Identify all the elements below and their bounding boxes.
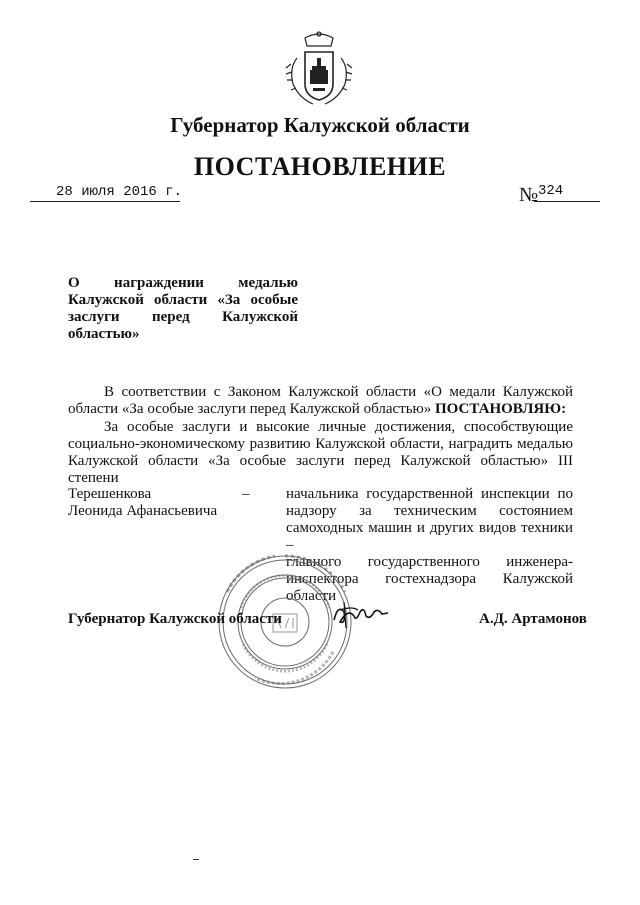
coat-of-arms-emblem: [283, 28, 355, 112]
award-paragraph: За особые заслуги и высокие личные достижения, способствующие социально-экономическому развитию Калужской области, наградить медалью Калужской области «За особые заслуги перед Калужской областью» III степени: [68, 419, 573, 486]
position-line: инспектора гостехнадзора Калужской области: [286, 571, 573, 604]
preamble-text: В соответствии с Законом Калужской области «О медали Калужской области «За особые заслуги перед Калужской областью»: [68, 384, 573, 417]
document-date: 28 июля 2016 г.: [56, 184, 183, 200]
signatory-name: А.Д. Артамонов: [479, 611, 587, 627]
number-label: №: [519, 184, 539, 206]
handwritten-signature: [330, 598, 390, 632]
awardee-surname: Терешенкова: [68, 486, 152, 502]
position-line: самоходных машин и других видов техники –: [286, 520, 573, 553]
subject-line: областью»: [68, 326, 140, 342]
awardee-name: [68, 486, 217, 520]
document-type: ПОСТАНОВЛЕНИЕ: [193, 152, 447, 181]
awardee-dash: –: [242, 486, 250, 502]
position-line: начальника государственной инспекции по: [286, 486, 573, 502]
awardee-given-name: Леонида Афанасьевича: [68, 503, 218, 519]
subject-line: О награждении медалью: [68, 275, 298, 291]
preamble-paragraph: [68, 384, 573, 418]
signatory-title: Губернатор Калужской области: [68, 611, 282, 627]
number-underline: [534, 201, 600, 202]
subject-line: Калужской области «За особые: [68, 292, 298, 308]
subject-line: заслуги перед Калужской: [68, 309, 298, 325]
issuing-authority: Губернатор Калужской области: [170, 113, 470, 137]
date-underline: [30, 201, 180, 202]
position-line: надзору за техническим состоянием: [286, 503, 573, 519]
document-subject: [68, 275, 298, 343]
decree-keyword: ПОСТАНОВЛЯЮ:: [435, 401, 567, 417]
stray-mark: [193, 859, 199, 860]
document-number: 324: [538, 183, 564, 199]
position-line: главного государственного инженера-: [286, 554, 573, 570]
